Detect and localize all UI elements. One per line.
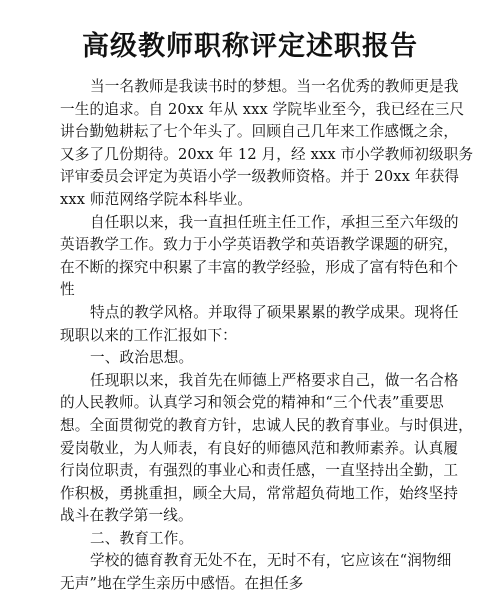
text-line: 爱岗敬业，为人师表，有良好的师德风范和教师素养。认真履 — [60, 439, 459, 457]
text-line: 行岗位职责，有强烈的事业心和责任感，一直坚持出全勤，工 — [60, 462, 459, 480]
text-line: 英语教学工作。致力于小学英语教学和英语教学课题的研究， — [60, 236, 459, 254]
text-line: 二、教育工作。 — [90, 529, 194, 547]
text-line: 无声”地在学生亲历中感悟。在担任多 — [60, 575, 304, 593]
document-body — [60, 76, 474, 596]
text-line: 在不断的探究中积累了丰富的教学经验，形成了富有特色和个 — [60, 258, 459, 276]
text-line: 学校的德育教育无处不在，无时不有，它应该在“润物细 — [90, 552, 452, 570]
text-line: 性 — [60, 281, 75, 299]
text-line: 的人民教师。认真学习和领会党的精神和“三个代表”重要思 — [60, 394, 444, 412]
text-line: 又多了几份期待。20xx 年 12 月，经 xxx 市小学教师初级职务 — [60, 145, 474, 163]
text-line: 战斗在教学第一线。 — [60, 507, 193, 525]
text-line: 任现职以来，我首先在师德上严格要求自己，做一名合格 — [90, 371, 459, 389]
text-line: 作积极，勇挑重担，顾全大局，常常超负荷地工作，始终坚持 — [60, 484, 459, 502]
text-line: 一生的追求。自 20xx 年从 xxx 学院毕业至今，我已经在三尺 — [60, 100, 465, 118]
text-line: 想。全面贯彻党的教育方针，忠诚人民的教育事业。与时俱进， — [60, 416, 473, 434]
document-title: 高级教师职称评定述职报告 — [82, 31, 418, 62]
text-line: 当一名教师是我读书时的梦想。当一名优秀的教师更是我 — [90, 78, 459, 95]
text-line: xxx 师范网络学院本科毕业。 — [60, 190, 253, 208]
text-line: 特点的教学风格。并取得了硕果累累的教学成果。现将任 — [90, 303, 459, 321]
text-line: 现职以来的工作汇报如下： — [60, 326, 237, 344]
text-line: 讲台勤勉耕耘了七个年头了。回顾自己几年来工作感慨之余， — [60, 123, 459, 141]
text-line: 评审委员会评定为英语小学一级教师资格。并于 20xx 年获得 — [60, 168, 460, 186]
text-line: 一、政治思想。 — [90, 349, 194, 367]
text-line: 自任职以来，我一直担任班主任工作，承担三至六年级的 — [90, 213, 459, 231]
